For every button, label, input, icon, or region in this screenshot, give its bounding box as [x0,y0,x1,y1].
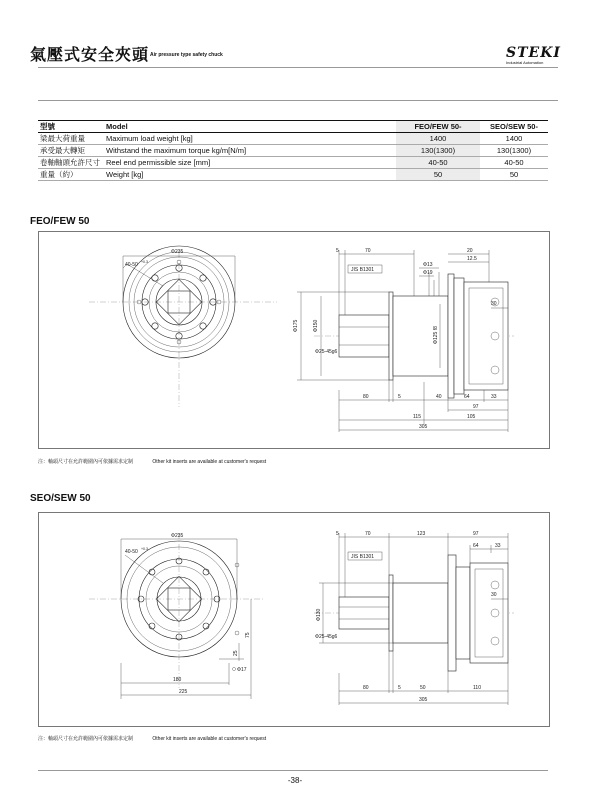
dim-top-64-seo: 64 [473,543,479,549]
dim-d125: Φ125 f8 [433,326,439,344]
note-feo [38,458,284,465]
dim-b-80-seo: 80 [363,685,369,691]
dim-b-5: 5 [398,394,401,400]
dim-b-50: 50 [420,685,426,691]
technical-drawing-feo [39,232,549,448]
dim-d235: Φ235 [171,249,184,255]
dim-fit-tolerance-seo: +0.3 [141,547,148,551]
dim-b-97: 97 [473,404,479,410]
dim-b-180: 180 [173,677,182,683]
page-title-en: Air pressure type safety chuck [150,52,223,58]
dim-b-40: 40 [436,394,442,400]
spec-cell: Maximum load weight [kg] [104,133,396,145]
dim-b-225: 225 [179,689,188,695]
table-top-rule [38,100,558,101]
note-en: Other kit inserts are available at customer's request [152,459,267,465]
front-view-seo [89,533,264,688]
page-number: -38- [287,776,303,785]
spec-header-cell: FEO/FEW 50- [396,121,480,133]
dim-top-12-5: 12.5 [467,256,477,262]
dim-top-70: 70 [365,248,371,254]
drawing-panel-feo [38,231,550,449]
dim-side-30-seo: 30 [491,592,497,598]
note-cn: 注：軸頭尺寸在允許範圍內可依據需求定制 [38,459,134,465]
dim-d19: Φ19 [423,270,433,276]
spec-cell: Reel end permissible size [mm] [104,157,396,169]
dim-top-97-seo: 97 [473,531,479,537]
spec-cell: 130(1300) [480,145,548,157]
note-cn: 注：軸頭尺寸在允許範圍內可依據需求定制 [38,736,134,742]
spec-cell: Withstand the maximum torque kg/m[N/m] [104,145,396,157]
spec-cell: 50 [480,169,548,181]
dim-d13: Φ13 [423,262,433,268]
dim-fit-seo: 40-50 [125,549,138,555]
note-en: Other kit inserts are available at customer's request [152,736,267,742]
brand-logo [506,45,561,66]
dim-shaft-seo: Φ25-45g6 [315,634,338,640]
spec-cell: 40-50 [480,157,548,169]
spec-header-row [38,121,548,133]
spec-cell: 1400 [480,133,548,145]
spec-cell: 梁最大荷重量 [38,133,104,145]
dim-d175: Φ175 [293,319,299,332]
table-row [38,145,548,157]
spec-cell: 40-50 [396,157,480,169]
spec-header-cell: SEO/SEW 50- [480,121,548,133]
dim-b-5-seo: 5 [398,685,401,691]
spec-cell: 130(1300) [396,145,480,157]
spec-cell: 承受最大轉矩 [38,145,104,157]
table-row [38,169,548,181]
spec-header-cell: Model [104,121,396,133]
section-title-seo: SEO/SEW 50 [30,493,91,504]
spec-cell: Weight [kg] [104,169,396,181]
drawing-panel-seo [38,512,550,727]
spec-cell: 重量（約） [38,169,104,181]
header-rule [38,67,558,68]
dim-top-20: 20 [467,248,473,254]
logo-subtitle: Industrial Automation [506,60,544,65]
front-view-feo [89,246,277,407]
dim-side-30: 30 [491,301,497,307]
table-row [38,157,548,169]
technical-drawing-seo [39,513,549,726]
footer-rule [38,770,548,771]
dim-d235-seo: Φ235 [171,533,184,539]
dim-top-5-seo: 5 [336,531,339,537]
dim-b-64: 64 [464,394,470,400]
dim-shaft: Φ25-45g6 [315,349,338,355]
dim-top-5: 5 [336,248,339,254]
spec-header-cell: 型號 [38,121,104,133]
dim-fit: 40-50 [125,262,138,268]
note-seo [38,735,284,742]
dim-d17: Φ17 [237,667,247,673]
dim-top-123: 123 [417,531,426,537]
spec-cell: 卷軸軸頭允許尺寸 [38,157,104,169]
dim-v25: 25 [233,650,239,656]
dim-top-33-seo: 33 [495,543,501,549]
spec-cell: 50 [396,169,480,181]
logo-text: STEKI [506,45,561,61]
table-row [38,133,548,145]
dim-b-110: 110 [473,685,481,691]
spec-table [38,120,548,181]
dim-v75: 75 [245,632,251,638]
dim-b-80: 80 [363,394,369,400]
dim-d130: Φ130 [316,608,322,621]
dim-b-305: 305 [419,424,428,430]
spec-cell: 1400 [396,133,480,145]
dim-b-305-seo: 305 [419,697,428,703]
dim-b-115: 115 [413,414,421,420]
section-title-feo: FEO/FEW 50 [30,216,90,227]
page-title-cn: 氣壓式安全夾頭 [30,47,150,64]
dim-b-33: 33 [491,394,497,400]
label-jis: JIS B1301 [351,267,375,273]
side-view-seo [314,555,514,671]
dim-d150: Φ150 [313,319,319,332]
dim-b-105: 105 [467,414,476,420]
dim-top-70-seo: 70 [365,531,371,537]
label-jis-seo: JIS B1301 [351,554,375,560]
dim-fit-tolerance: +0.3 [141,260,148,264]
